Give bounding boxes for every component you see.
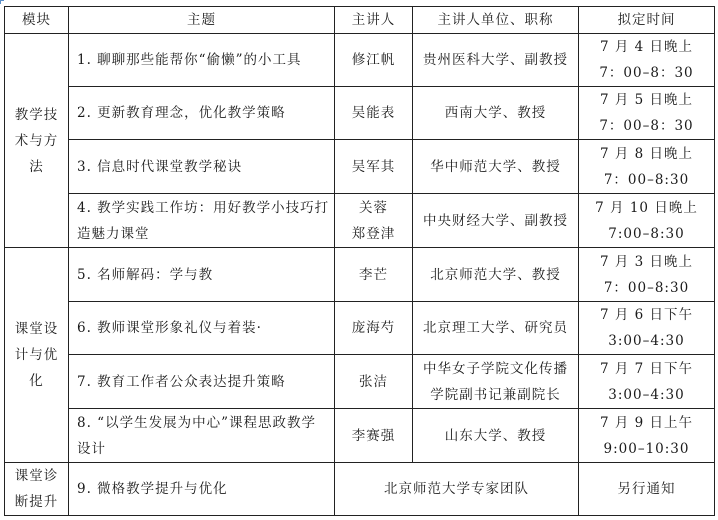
header-time: 拟定时间 — [579, 7, 715, 34]
module-cell: 课堂诊断提升 — [5, 463, 69, 516]
time-cell: 7 月 9 日上午 9:00–10:30 — [579, 409, 715, 463]
table-row — [5, 409, 715, 463]
topic-cell: 2. 更新教育理念，优化教学策略 — [69, 87, 335, 140]
speaker-cell: 李赛强 — [335, 409, 413, 463]
topic-cell: 8. “以学生发展为中心”课程思政教学设计 — [69, 409, 335, 463]
affiliation-cell: 北京理工大学、研究员 — [413, 302, 579, 355]
speaker-cell: 李芒 — [335, 248, 413, 302]
topic-cell: 1. 聊聊那些能帮你“偷懒”的小工具 — [69, 34, 335, 87]
speaker-cell: 庞海芍 — [335, 302, 413, 355]
affiliation-cell: 北京师范大学、教授 — [413, 248, 579, 302]
time-cell: 7 月 7 日下午 3:00–4:30 — [579, 355, 715, 409]
topic-cell: 4. 教学实践工作坊：用好教学小技巧打造魅力课堂 — [69, 194, 335, 248]
affiliation-cell: 西南大学、教授 — [413, 87, 579, 140]
table-row — [5, 140, 715, 194]
time-cell: 7 月 3 日晚上 7：00–8:30 — [579, 248, 715, 302]
header-topic: 主题 — [69, 7, 335, 34]
time-cell: 7 月 10 日晚上 7:00–8:30 — [579, 194, 715, 248]
speaker-cell: 关蓉 郑登津 — [335, 194, 413, 248]
table-header-row — [5, 7, 715, 34]
topic-cell: 6. 教师课堂形象礼仪与着装· — [69, 302, 335, 355]
page-corner-mark — [0, 0, 4, 4]
table-row — [5, 34, 715, 87]
topic-cell: 9. 微格教学提升与优化 — [69, 463, 335, 516]
speaker-affiliation-cell: 北京师范大学专家团队 — [335, 463, 579, 516]
speaker-cell: 张洁 — [335, 355, 413, 409]
table-row — [5, 248, 715, 302]
affiliation-cell: 中华女子学院文化传播学院副书记兼副院长 — [413, 355, 579, 409]
topic-cell: 3. 信息时代课堂教学秘诀 — [69, 140, 335, 194]
affiliation-cell: 华中师范大学、教授 — [413, 140, 579, 194]
lecture-schedule-table — [4, 6, 715, 516]
header-speaker: 主讲人 — [335, 7, 413, 34]
time-cell: 另行通知 — [579, 463, 715, 516]
time-cell: 7 月 6 日下午 3:00–4:30 — [579, 302, 715, 355]
topic-cell: 7. 教育工作者公众表达提升策略 — [69, 355, 335, 409]
time-cell: 7 月 5 日晚上 7：00–8：30 — [579, 87, 715, 140]
header-affiliation: 主讲人单位、职称 — [413, 7, 579, 34]
table-row — [5, 194, 715, 248]
speaker-cell: 修江帆 — [335, 34, 413, 87]
module-cell: 教学技术与方法 — [5, 34, 69, 248]
header-module: 模块 — [5, 7, 69, 34]
topic-cell: 5. 名师解码：学与教 — [69, 248, 335, 302]
speaker-cell: 吴能表 — [335, 87, 413, 140]
time-cell: 7 月 8 日晚上 7：00–8:30 — [579, 140, 715, 194]
table-row — [5, 463, 715, 516]
affiliation-cell: 贵州医科大学、副教授 — [413, 34, 579, 87]
module-cell: 课堂设计与优化 — [5, 248, 69, 463]
affiliation-cell: 山东大学、教授 — [413, 409, 579, 463]
speaker-cell: 吴军其 — [335, 140, 413, 194]
table-row — [5, 355, 715, 409]
time-cell: 7 月 4 日晚上 7：00–8：30 — [579, 34, 715, 87]
table-row — [5, 302, 715, 355]
table-row — [5, 87, 715, 140]
affiliation-cell: 中央财经大学、副教授 — [413, 194, 579, 248]
